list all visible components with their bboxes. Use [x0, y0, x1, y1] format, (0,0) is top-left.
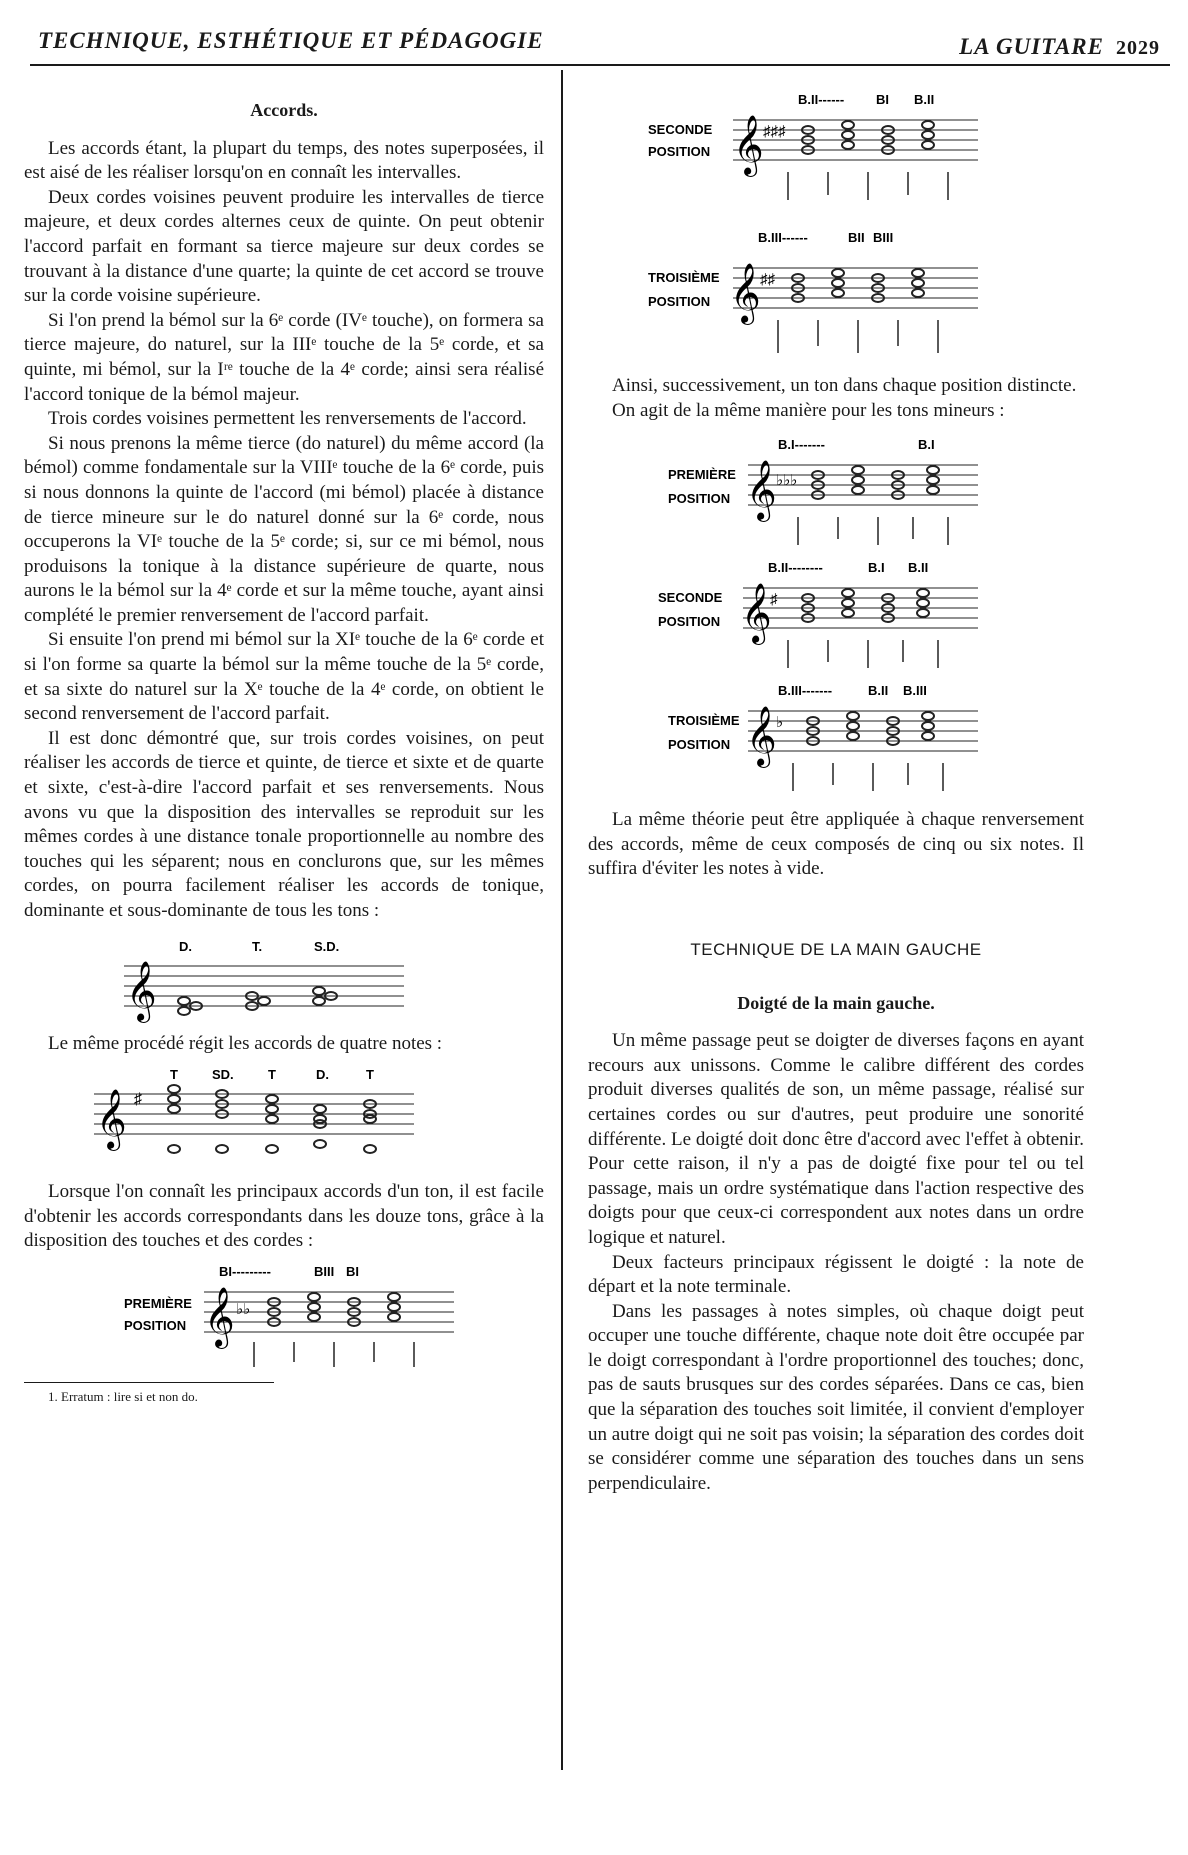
treble-clef-icon: 𝄞 — [746, 706, 777, 767]
position-label: POSITION — [648, 144, 711, 159]
chord-label: D. — [179, 938, 192, 954]
paragraph: Si ensuite l'on prend mi bémol sur la XIᵉ touche de la 6ᵉ corde et si l'on forme sa quarte la bémol sur la même touche de la 5ᵉ corde, et sa sixte do naturel sur la Xᵉ touche de la 4ᵉ corde, on obtient le second renversement de l'accord parfait. — [24, 629, 544, 725]
barre-label: B.II — [914, 92, 935, 107]
sharp-icon: ♯ — [770, 592, 778, 609]
sharp-icon: ♯ — [134, 1091, 142, 1109]
music-example-four-note-chords — [94, 1064, 544, 1174]
section-heading-doigte: Doigté de la main gauche. — [737, 992, 935, 1013]
flat-icon: ♭♭♭ — [776, 473, 798, 490]
position-label: TROISIÈME — [648, 270, 720, 285]
footnote-rule — [24, 1382, 274, 1383]
barre-label: B.II-------- — [768, 560, 823, 576]
position-label: PREMIÈRE — [124, 1295, 192, 1311]
paragraph: On agit de la même manière pour les tons mineurs : — [612, 399, 1005, 421]
treble-clef-icon: 𝄞 — [746, 460, 777, 521]
column-divider — [561, 70, 563, 1770]
position-label: TROISIÈME — [668, 713, 740, 729]
stems — [788, 640, 938, 668]
paragraph: Il est donc démontré que, sur trois cordes voisines, on peut réaliser les accords de tierce et quinte, de tierce et sixte et de quarte et sixte, c'est-à-dire l'accord parfait et ses renversements. Nous avons vu que la disposition des intervalles se reproduit sur les mêmes cordes à une distance tonale proportionnelle au nombre des touches qui les séparent; nous en conclurons que, sur les mêmes cordes, on pourra facilement réaliser les accords de tonique, dominante et sous-dominante de tous les tons : — [24, 727, 544, 921]
chord-label: T. — [252, 938, 263, 954]
chord-label: T — [268, 1067, 276, 1083]
barre-label: B.III — [903, 683, 927, 699]
position-label: POSITION — [648, 294, 711, 309]
chord-notes — [802, 589, 929, 622]
stems — [793, 763, 943, 791]
music-example-second-position — [648, 90, 1084, 210]
staff-svg — [124, 936, 424, 1026]
paragraph: Un même passage peut se doigter de diverses façons en ayant recours aux unissons. Comme le calibre différent des cordes produit diverses qualités de son, un même passage, réalisé sur certaines cordes ou sur d'autres, peut produire une sonorité différente. Le doigté doit donc être d'accord avec l'effet à obtenir. Pour cette raison, il n'y a pas de doigté fixe pour tel ou tel passage, mais un ordre systématique dans l'action respective des doigts pour que ceux-ci correspondent aux notes dans un ordre logique et naturel. — [588, 1030, 1084, 1248]
sharp-icon: ♯♯ — [760, 272, 775, 288]
position-label: POSITION — [668, 491, 731, 507]
barre-label: B.III------- — [778, 683, 833, 699]
treble-clef-icon: 𝄞 — [730, 263, 761, 323]
page-number: 2029 — [1116, 37, 1160, 59]
staff-svg — [668, 435, 988, 550]
treble-clef-icon: 𝄞 — [96, 1089, 127, 1150]
paragraph: Ainsi, successivement, un ton dans chaque position distincte. — [612, 375, 1077, 396]
journal-title: LA GUITARE — [959, 34, 1104, 59]
music-example-first-position — [124, 1262, 544, 1372]
chord-notes — [792, 269, 924, 302]
chord-notes — [812, 466, 939, 499]
paragraph: Si l'on prend la bémol sur la 6ᵉ corde (IVᵉ touche), on formera sa tierce majeure, do naturel, sur la IIIᵉ touche de la 5ᵉ corde, et sa quinte, mi bémol, sur la Iʳᵉ touche de la 4ᵉ corde; ainsi sera réalisé l'accord tonique de la bémol majeur. — [24, 309, 544, 405]
running-head-left: TECHNIQUE, ESTHÉTIQUE ET PÉDAGOGIE — [38, 28, 544, 53]
barre-label: BIII — [314, 1263, 335, 1279]
staff-svg — [648, 90, 988, 210]
staff-svg — [668, 681, 988, 796]
flat-icon: ♭♭ — [236, 1301, 251, 1318]
barre-label: BIII — [873, 230, 894, 245]
chord-label: D. — [316, 1067, 329, 1083]
barre-label: B.II — [908, 560, 929, 576]
barre-label: BII — [848, 230, 865, 245]
treble-clef-icon: 𝄞 — [733, 115, 764, 175]
staff-svg — [658, 558, 988, 673]
flat-icon: ♭ — [776, 715, 784, 732]
chord-notes — [168, 1085, 376, 1153]
chord-notes — [268, 1293, 400, 1326]
paragraph: Dans les passages à notes simples, où chaque doigt peut occuper une touche différente, chaque note doit être occupée par le doigt correspondant à l'ordre proportionnel des touches; donc, pas de sauts brusques sur des cordes séparées. Dans ce cas, bien que la séparation des touches soit limitée, il convient d'employer un autre doigt qui ne soit pas voisin; la séparation des cordes doit se considérer comme une séparation des touches dans un sens perpendiculaire. — [588, 1300, 1085, 1494]
paragraph: Si nous prenons la même tierce (do naturel) du même accord (la bémol) comme fondamentale sur la VIIIᵉ touche de la 6ᵉ corde, puis si nous donnons la quinte de l'accord (mi bémol) placée à distance de tierce mineure sur le do naturel donné sur la 6ᵉ corde, nous occuperons la VIᵉ touche de la 5ᵉ corde; si, sur ce mi bémol, nous produisons la tonique à la distance supérieure de quarte, nous aurons le la bémol sur la 4ᵉ corde et sur la même touche, ayant ainsi complété le premier renversement de l'accord parfait. — [24, 432, 544, 626]
paragraph: Le même procédé régit les accords de quatre notes : — [48, 1032, 443, 1054]
section-title: TECHNIQUE DE LA MAIN GAUCHE — [690, 939, 982, 959]
staff-svg — [94, 1064, 424, 1174]
position-label: POSITION — [124, 1317, 187, 1333]
chord-label: T — [170, 1067, 178, 1083]
barre-label: BI — [346, 1263, 359, 1279]
chord-notes — [802, 121, 934, 154]
barre-label: B.III------ — [758, 230, 808, 245]
treble-clef-icon: 𝄞 — [741, 583, 772, 644]
position-label: POSITION — [658, 614, 721, 630]
music-example-minor-third-position — [668, 681, 1084, 796]
paragraph: Lorsque l'on connaît les principaux accords d'un ton, il est facile d'obtenir les accords correspondants dans les douze tons, grâce à la disposition des touches et des cordes : — [24, 1181, 544, 1252]
chord-notes — [807, 712, 934, 745]
stems — [254, 1342, 414, 1367]
barre-label: B.II------ — [798, 92, 845, 107]
music-example-third-position — [648, 228, 1084, 358]
barre-label: B.II — [868, 683, 889, 699]
stems — [788, 172, 948, 200]
chord-label: T — [366, 1067, 374, 1083]
section-heading-accords: Accords. — [250, 100, 318, 120]
left-column — [24, 98, 544, 1405]
position-label: SECONDE — [658, 590, 723, 606]
position-label: POSITION — [668, 737, 731, 753]
paragraph: Deux cordes voisines peuvent produire les intervalles de tierce majeure, et deux cordes alternes ceux de quinte. On peut obtenir l'accord parfait en formant sa tierce majeure sur deux cordes se trouvant à la distance d'une quarte; la quinte de cet accord se trouve sur la corde voisine supérieure. — [24, 186, 544, 307]
staff-svg — [648, 228, 988, 358]
paragraph: Trois cordes voisines permettent les renversements de l'accord. — [48, 408, 527, 430]
staff-svg — [124, 1262, 464, 1372]
chord-label: S.D. — [314, 938, 340, 954]
treble-clef-icon: 𝄞 — [126, 960, 157, 1021]
chord-label: SD. — [212, 1067, 234, 1083]
sharp-icon: ♯♯♯ — [763, 124, 786, 140]
barre-label: B.I — [918, 437, 935, 453]
paragraph: Les accords étant, la plupart du temps, des notes superposées, il est aisé de les réaliser lorsqu'on en connaît les intervalles. — [24, 137, 544, 184]
running-head-right — [959, 34, 1160, 60]
right-column — [588, 92, 1085, 1496]
paragraph: Deux facteurs principaux régissent le doigté : la note de départ et la note terminale. — [588, 1251, 1084, 1298]
position-label: PREMIÈRE — [668, 467, 736, 483]
chord-notes — [178, 987, 337, 1015]
barre-label: B.I — [868, 560, 885, 576]
barre-label: BI — [876, 92, 889, 107]
music-example-minor-first-position — [668, 435, 1084, 550]
stems — [778, 320, 938, 353]
stems — [798, 517, 948, 545]
treble-clef-icon: 𝄞 — [204, 1286, 235, 1347]
paragraph: La même théorie peut être appliquée à chaque renversement des accords, même de ceux composés de cinq ou six notes. Il suffira d'éviter les notes à vide. — [588, 809, 1084, 880]
barre-label: BI--------- — [219, 1263, 271, 1279]
header-rule — [30, 64, 1170, 66]
barre-label: B.I------- — [778, 437, 825, 453]
position-label: SECONDE — [648, 122, 713, 137]
music-example-tonic-dominant — [124, 936, 544, 1026]
footnote: 1. Erratum : lire si et non do. — [48, 1388, 198, 1404]
music-example-minor-second-position — [658, 558, 1084, 673]
